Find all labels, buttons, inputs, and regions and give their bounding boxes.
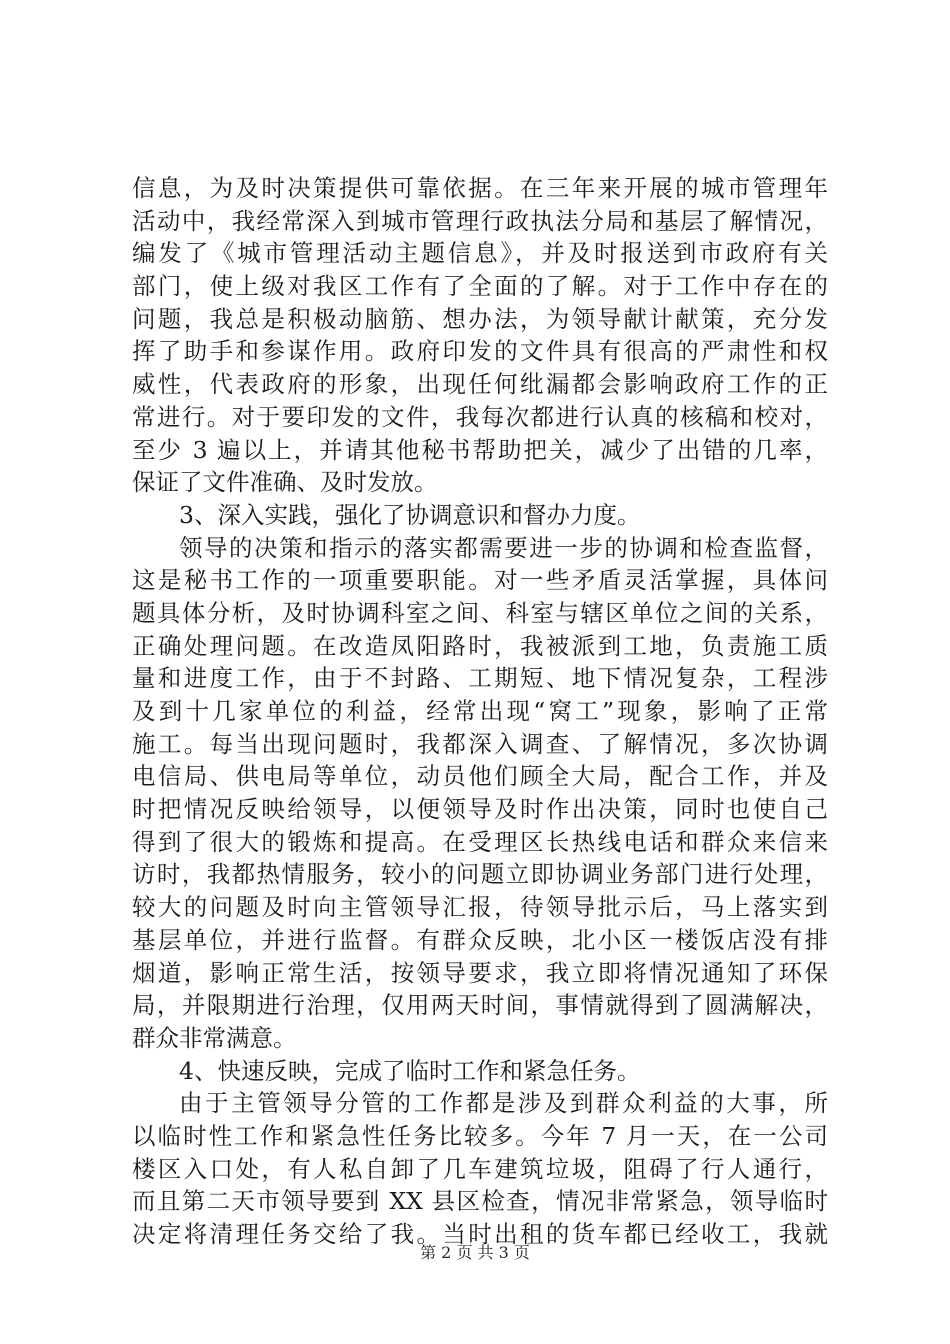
text-line: 施工。每当出现问题时，我都深入调查、了解情况，多次协调 — [132, 729, 828, 758]
text-line: 活动中，我经常深入到城市管理行政执法分局和基层了解情况， — [132, 206, 828, 235]
text-line: 威性，代表政府的形象，出现任何纰漏都会影响政府工作的正 — [132, 370, 828, 399]
text-line: 访时，我都热情服务，较小的问题立即协调业务部门进行处理， — [132, 860, 828, 889]
text-line: 挥了助手和参谋作用。政府印发的文件具有很高的严肃性和权 — [132, 337, 828, 366]
text-line: 楼区入口处，有人私自卸了几车建筑垃圾，阻碍了行人通行， — [132, 1154, 828, 1183]
text-line: 信息，为及时决策提供可靠依据。在三年来开展的城市管理年 — [132, 174, 828, 202]
text-line: 由于主管领导分管的工作都是涉及到群众利益的大事，所 — [179, 1089, 828, 1118]
text-line: 烟道，影响正常生活，按领导要求，我立即将情况通知了环保 — [132, 958, 828, 987]
text-line: 以临时性工作和紧急性任务比较多。今年 7 月一天，在一公司 — [132, 1121, 828, 1150]
text-line: 4、快速反映，完成了临时工作和紧急任务。 — [179, 1056, 641, 1085]
text-line: 这是秘书工作的一项重要职能。对一些矛盾灵活掌握，具体问 — [132, 566, 828, 595]
text-line: 部门，使上级对我区工作有了全面的了解。对于工作中存在的 — [132, 272, 828, 301]
text-line: 较大的问题及时向主管领导汇报，待领导批示后，马上落实到 — [132, 893, 828, 922]
text-line: 至少 3 遍以上，并请其他秘书帮助把关，减少了出错的几率， — [132, 435, 828, 464]
text-line: 编发了《城市管理活动主题信息》，并及时报送到市政府有关 — [132, 239, 828, 268]
text-line: 得到了很大的锻炼和提高。在受理区长热线电话和群众来信来 — [132, 827, 828, 856]
text-line: 及到十几家单位的利益，经常出现“窝工”现象，影响了正常 — [132, 697, 828, 725]
text-line: 3、深入实践，强化了协调意识和督办力度。 — [179, 500, 641, 529]
text-line: 领导的决策和指示的落实都需要进一步的协调和检查监督， — [179, 533, 828, 562]
text-line: 电信局、供电局等单位，动员他们顾全大局，配合工作，并及 — [132, 762, 828, 791]
text-line: 常进行。对于要印发的文件，我每次都进行认真的核稿和校对， — [132, 402, 828, 431]
text-line: 局，并限期进行治理，仅用两天时间，事情就得到了圆满解决， — [132, 991, 828, 1020]
text-line: 量和进度工作，由于不封路、工期短、地下情况复杂，工程涉 — [132, 664, 828, 693]
text-line: 问题，我总是积极动脑筋、想办法，为领导献计献策，充分发 — [132, 304, 828, 333]
text-line: 而且第二天市领导要到 XX 县区检查，情况非常紧急，领导临时 — [132, 1187, 828, 1216]
text-line: 基层单位，并进行监督。有群众反映，北小区一楼饭店没有排 — [132, 925, 828, 954]
text-line: 正确处理问题。在改造凤阳路时，我被派到工地，负责施工质 — [132, 631, 828, 660]
text-line: 题具体分析，及时协调科室之间、科室与辖区单位之间的关系， — [132, 598, 828, 627]
text-line: 时把情况反映给领导，以便领导及时作出决策，同时也使自己 — [132, 795, 828, 824]
text-line: 群众非常满意。 — [132, 1023, 297, 1052]
page-footer: 第 2 页 共 3 页 — [420, 1243, 530, 1262]
document-body — [132, 172, 828, 1251]
text-line: 决定将清理任务交给了我。当时出租的货车都已经收工，我就 — [132, 1220, 828, 1248]
text-line: 保证了文件准确、及时发放。 — [132, 468, 438, 497]
